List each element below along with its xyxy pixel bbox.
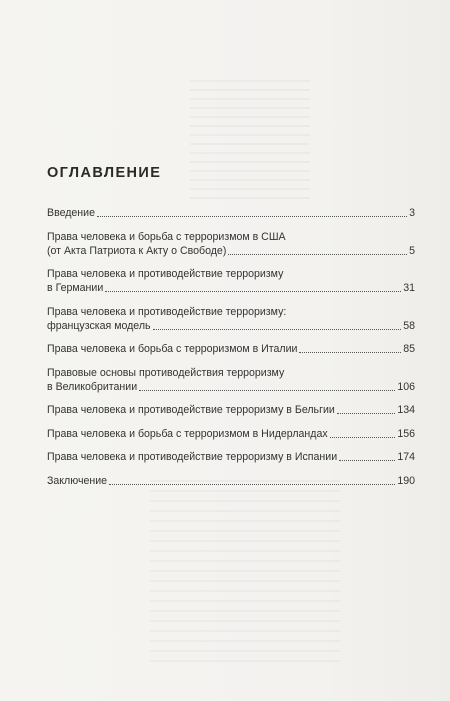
- toc-entry-italy[interactable]: [47, 342, 415, 356]
- dot-leader: [299, 351, 401, 353]
- toc-entry-title: Права человека и противодействие терроризму: [47, 268, 284, 280]
- toc-line: [47, 474, 415, 488]
- toc-entry-subtitle: французская модель: [47, 319, 151, 332]
- toc-entry-title: Введение: [47, 207, 95, 219]
- toc-entry-usa[interactable]: [47, 230, 415, 258]
- toc-entry-subtitle: (от Акта Патриота к Акту о Свободе): [47, 244, 227, 257]
- toc-line: [47, 380, 415, 394]
- toc-entry-title: Права человека и борьба с терроризмом в Нидерландах: [47, 427, 328, 440]
- toc-line: [47, 342, 415, 356]
- dot-leader: [337, 412, 396, 414]
- toc-line: [47, 281, 415, 295]
- toc-entry-conclusion[interactable]: [47, 474, 415, 488]
- bleed-through-top: [190, 80, 310, 200]
- toc-entry-title: Права человека и противодействие терроризму в Бельгии: [47, 404, 335, 416]
- dot-leader: [339, 459, 395, 461]
- toc-page-number: 156: [397, 427, 415, 440]
- toc-entry-title: Права человека и противодействие терроризму в Испании: [47, 451, 338, 463]
- toc-entry-belgium[interactable]: [47, 403, 415, 417]
- dot-leader: [153, 328, 402, 330]
- dot-leader: [139, 389, 395, 391]
- toc-line: [47, 450, 415, 464]
- toc-page-number: 106: [397, 380, 415, 393]
- toc-entry-france[interactable]: [47, 305, 415, 333]
- toc-line: [47, 319, 415, 333]
- toc-line: [47, 427, 415, 441]
- toc-entry-spain[interactable]: [47, 450, 415, 464]
- toc-line: [47, 244, 415, 258]
- dot-leader: [228, 253, 407, 255]
- toc-entry-subtitle: в Великобритании: [47, 380, 138, 393]
- toc-entry-title: Заключение: [47, 474, 108, 487]
- toc-page-number: 3: [409, 207, 415, 219]
- page-title: ОГЛАВЛЕНИЕ: [47, 165, 162, 181]
- toc-page-number: 85: [403, 343, 415, 355]
- toc-entry-netherlands[interactable]: [47, 427, 415, 441]
- toc-page-number: 190: [397, 474, 415, 487]
- toc-entry-uk[interactable]: [47, 366, 415, 394]
- toc-entry-germany[interactable]: [47, 267, 415, 295]
- toc-line: [47, 403, 415, 417]
- toc-line: [47, 206, 415, 220]
- toc-page-number: 31: [403, 282, 415, 294]
- toc-entry-title: Права человека и борьба с терроризмом в США: [47, 230, 286, 243]
- dot-leader: [97, 215, 407, 217]
- toc-page-number: 5: [409, 244, 415, 257]
- dot-leader: [109, 483, 395, 485]
- toc-entry-title: Права человека и борьба с терроризмом в Италии: [47, 343, 298, 355]
- toc-entry-subtitle: в Германии: [47, 282, 104, 294]
- table-of-contents: [47, 206, 415, 497]
- toc-entry-title: Правовые основы противодействия терроризму: [47, 366, 285, 379]
- bleed-through-bottom: [150, 480, 340, 670]
- toc-entry-introduction[interactable]: [47, 206, 415, 220]
- dot-leader: [330, 436, 396, 438]
- dot-leader: [105, 290, 401, 292]
- toc-page-number: 58: [403, 319, 415, 332]
- toc-entry-title: Права человека и противодействие терроризму:: [47, 305, 287, 318]
- toc-page-number: 134: [397, 404, 415, 416]
- toc-page-number: 174: [397, 451, 415, 463]
